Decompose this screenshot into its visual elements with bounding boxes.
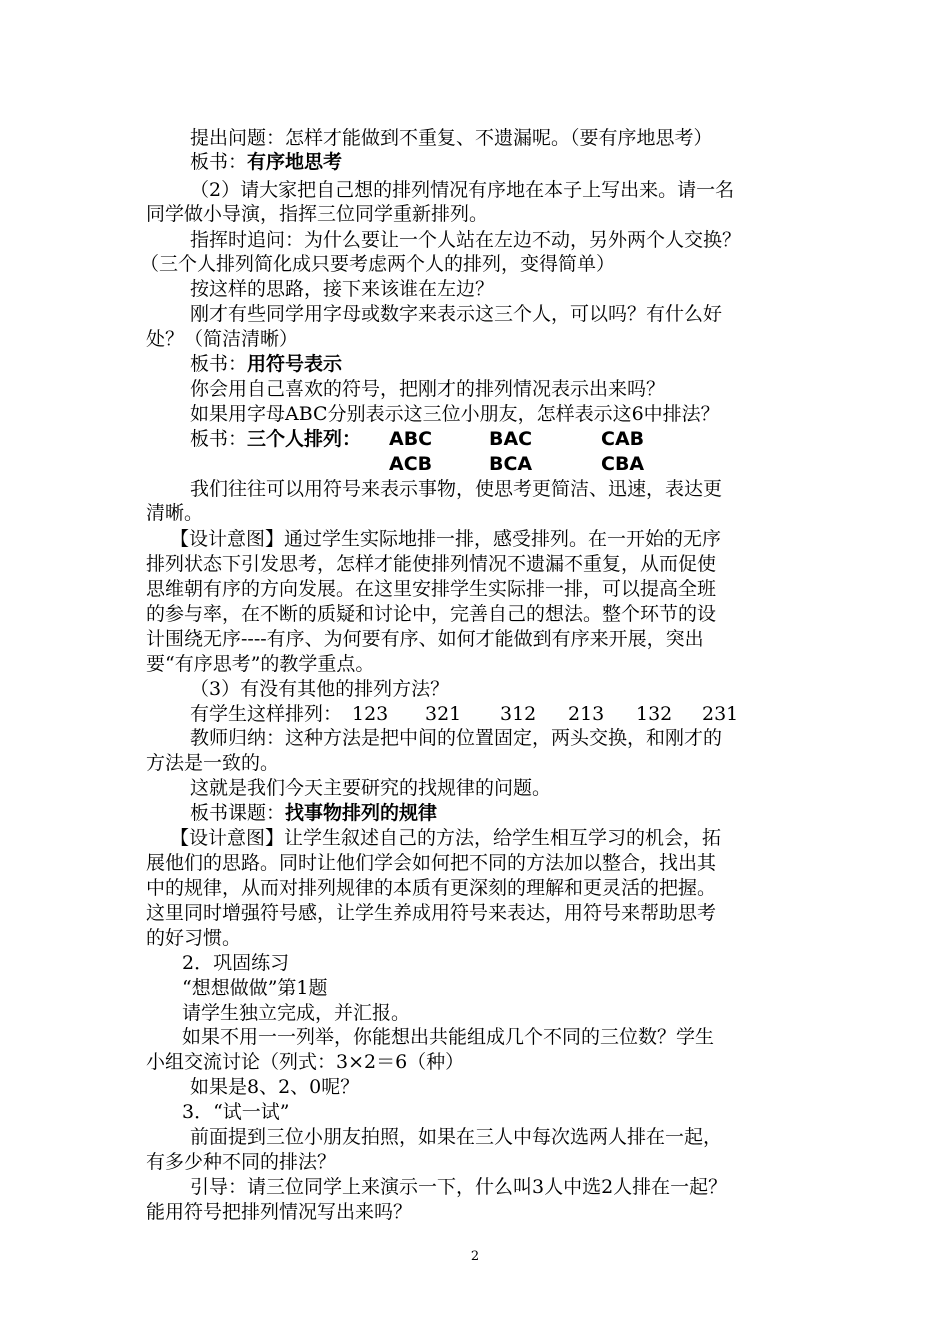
number-permutation: 312 xyxy=(500,703,537,725)
paragraph-line: 按这样的思路，接下来该谁在左边？ xyxy=(190,278,495,300)
design-intent-line: 这里同时增强符号感，让学生养成用符号来表达，用符号来帮助思考 xyxy=(146,902,717,924)
design-intent-line: 要“有序思考”的教学重点。 xyxy=(146,653,375,675)
number-permutation: 123 xyxy=(352,703,389,725)
paragraph-line: 引导：请三位同学上来演示一下，什么叫3人中选2人排在一起？ xyxy=(190,1176,728,1198)
paragraph-line: （三个人排列简化成只要考虑两个人的排列，变得简单） xyxy=(140,253,616,275)
paragraph-line: 我们往往可以用符号来表示事物，使思考更简洁、迅速，表达更 xyxy=(190,478,723,500)
design-intent-line: 计围绕无序----有序、为何要有序、如何才能做到有序来开展，突出 xyxy=(146,628,704,650)
paragraph-line: 刚才有些同学用字母或数字来表示这三个人，可以吗？有什么好 xyxy=(190,303,723,325)
number-permutation: 321 xyxy=(425,703,462,725)
paragraph-line: 这就是我们今天主要研究的找规律的问题。 xyxy=(190,777,552,799)
label: 板书： xyxy=(190,428,248,450)
design-intent-line: 【设计意图】通过学生实际地排一排，感受排列。在一开始的无序 xyxy=(170,528,722,550)
section-heading: 3．“试一试” xyxy=(182,1101,290,1123)
paragraph-line: 前面提到三位小朋友拍照，如果在三人中每次选两人排在一起， xyxy=(190,1126,723,1148)
board-note-bold: 找事物排列的规律 xyxy=(285,802,438,824)
board-note-bold: 用符号表示 xyxy=(247,353,343,375)
paragraph-line: 提出问题：怎样才能做到不重复、不遗漏呢。（要有序地思考） xyxy=(190,127,713,149)
paragraph-line: 指挥时追问：为什么要让一个人站在左边不动，另外两个人交换？ xyxy=(190,229,742,251)
permutation: ACB xyxy=(389,453,433,475)
design-intent-line: 展他们的思路。同时让他们学会如何把不同的方法加以整合，找出其 xyxy=(146,852,717,874)
paragraph-line: （3）有没有其他的排列方法？ xyxy=(190,678,450,700)
number-permutation: 213 xyxy=(568,703,605,725)
board-note-bold: 三个人排列： xyxy=(247,428,362,450)
design-intent-line: 【设计意图】让学生叙述自己的方法，给学生相互学习的机会，拓 xyxy=(170,827,722,849)
paragraph-line: 小组交流讨论（列式：3×2＝6（种） xyxy=(146,1051,465,1073)
permutation: BAC xyxy=(489,428,533,450)
board-note-line xyxy=(190,801,437,825)
permutation: CAB xyxy=(601,428,645,450)
paragraph-line: 如果用字母ABC分别表示这三位小朋友，怎样表示这6中排法？ xyxy=(190,403,720,425)
label: 有学生这样排列： xyxy=(190,703,343,725)
paragraph-line: 教师归纳：这种方法是把中间的位置固定，两头交换，和刚才的 xyxy=(190,727,723,749)
design-intent-line: 中的规律，从而对排列规律的本质有更深刻的理解和更灵活的把握。 xyxy=(146,877,717,899)
page-number: 2 xyxy=(470,1249,480,1264)
label: 板书课题： xyxy=(190,802,286,824)
label: 板书： xyxy=(190,151,248,173)
paragraph-line: 你会用自己喜欢的符号，把刚才的排列情况表示出来吗？ xyxy=(190,378,666,400)
paragraph-line: 清晰。 xyxy=(146,502,204,524)
design-intent-line: 的参与率，在不断的质疑和讨论中，完善自己的想法。整个环节的设 xyxy=(146,603,717,625)
number-permutation-line xyxy=(190,702,342,726)
paragraph-line: （2）请大家把自己想的排列情况有序地在本子上写出来。请一名 xyxy=(190,179,735,201)
paragraph-line: 处？（简洁清晰） xyxy=(146,328,299,350)
paragraph-line: 能用符号把排列情况写出来吗？ xyxy=(146,1201,413,1223)
number-permutation: 132 xyxy=(636,703,673,725)
board-note-line xyxy=(190,150,342,174)
permutation: ABC xyxy=(389,428,433,450)
design-intent-line: 的好习惯。 xyxy=(146,927,242,949)
board-note-bold: 有序地思考 xyxy=(247,151,343,173)
permutation: BCA xyxy=(489,453,533,475)
board-note-line xyxy=(190,352,342,376)
paragraph-line: 同学做小导演，指挥三位同学重新排列。 xyxy=(146,203,489,225)
number-permutation: 231 xyxy=(702,703,739,725)
paragraph-line: 如果是8、2、0呢？ xyxy=(190,1076,360,1098)
label: 板书： xyxy=(190,353,248,375)
design-intent-line: 排列状态下引发思考，怎样才能使排列情况不遗漏不重复，从而促使 xyxy=(146,553,717,575)
paragraph-line: 如果不用一一列举，你能想出共能组成几个不同的三位数？学生 xyxy=(182,1026,715,1048)
permutation: CBA xyxy=(601,453,645,475)
section-heading: 2．巩固练习 xyxy=(182,952,290,974)
paragraph-line: 方法是一致的。 xyxy=(146,752,280,774)
board-note-line xyxy=(190,427,361,451)
paragraph-line: 请学生独立完成，并汇报。 xyxy=(182,1002,411,1024)
paragraph-line: “想想做做”第1题 xyxy=(182,977,328,999)
design-intent-line: 思维朝有序的方向发展。在这里安排学生实际排一排，可以提高全班 xyxy=(146,578,717,600)
paragraph-line: 有多少种不同的排法？ xyxy=(146,1151,337,1173)
